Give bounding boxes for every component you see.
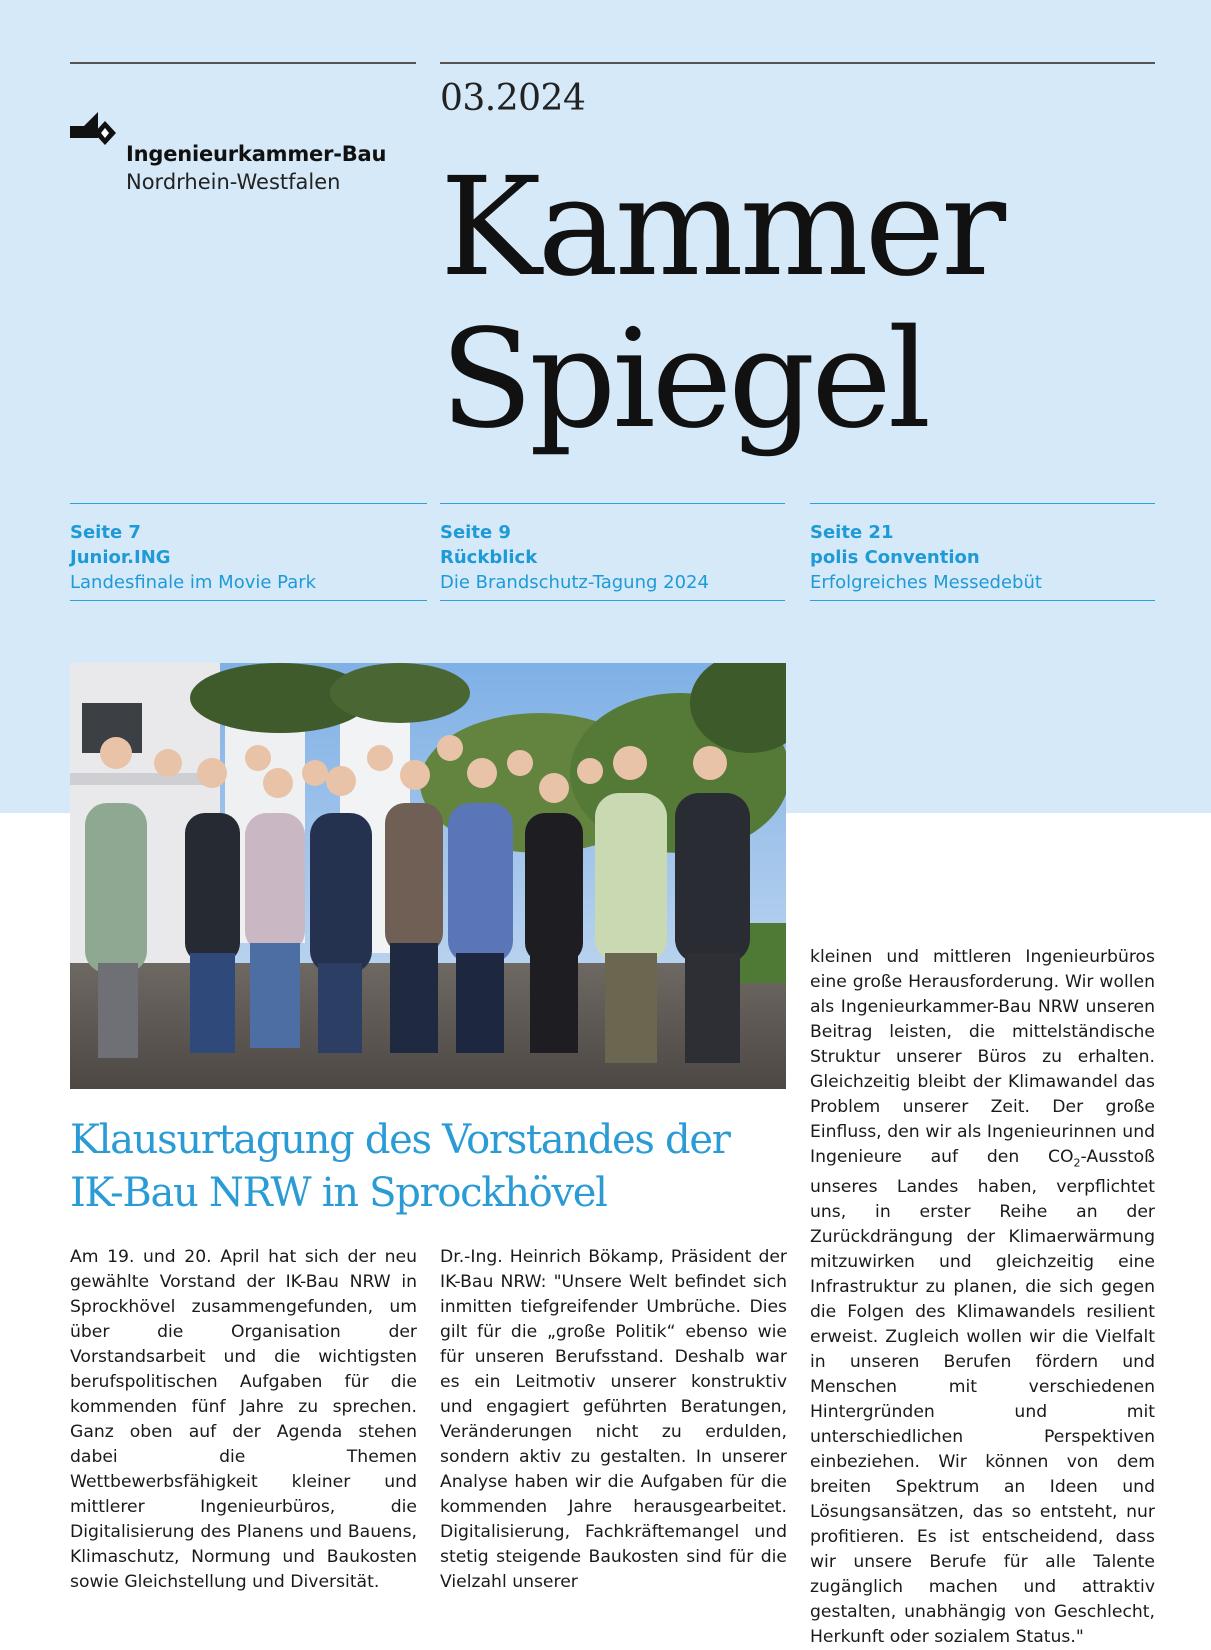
top-rule-right <box>440 62 1155 64</box>
magazine-title-line1: Kammer <box>440 149 1003 307</box>
teaser-page: Seite 9 <box>440 522 511 543</box>
org-name: Ingenieurkammer-Bau <box>126 142 387 166</box>
top-rule-left <box>70 62 416 64</box>
article-column-2: Dr.-Ing. Heinrich Bökamp, Präsident der IK-Bau NRW: "Unsere Welt befindet sich inmitten tiefgreifender Umbrüche. Dies gilt für die „große Politik“ ebenso wie für unseren Berufsstand. Deshalb war es ein Leitmotiv unserer konstruktiv und engagiert geführten Beratungen, Veränderungen nicht zu erdulden, sondern aktiv zu gestalten. In unserer Analyse haben wir die Aufgaben für die kommenden Jahre herausgearbeitet. Digitalisierung, Fachkräftemangel und stetig steigende Baukosten sind für die Vielzahl unserer <box>440 1247 787 1592</box>
teaser-subtitle: Erfolgreiches Messedebüt <box>810 572 1042 593</box>
teaser-title: polis Convention <box>810 547 980 568</box>
article-column-3 <box>810 945 1155 1650</box>
teaser-rueckblick[interactable] <box>440 503 785 601</box>
org-region: Nordrhein-Westfalen <box>126 170 341 194</box>
teaser-page: Seite 7 <box>70 522 141 543</box>
teaser-junior-ing[interactable] <box>70 503 427 601</box>
article-column-1: Am 19. und 20. April hat sich der neu gewählte Vorstand der IK-Bau NRW in Sprockhövel zusammengefunden, um über die Organisation der Vorstandsarbeit und die wichtigsten berufspolitischen Aufgaben für die kommenden fünf Jahre zu sprechen. Ganz oben auf der Agenda stehen dabei die Themen Wettbewerbsfähigkeit kleiner und mittlerer Ingenieurbüros, die Digitalisierung des Planens und Bauens, Klimaschutz, Normung und Baukosten sowie Gleichstellung und Diversität. <box>70 1247 417 1592</box>
teaser-polis-convention[interactable] <box>810 503 1155 601</box>
article-headline-line1: Klausurtagung des Vorstandes der <box>70 1117 730 1163</box>
magazine-title-line2: Spiegel <box>440 301 928 459</box>
teaser-title: Junior.ING <box>70 547 171 568</box>
ik-bau-logo-icon <box>70 112 122 148</box>
co2-subscript: 2 <box>1073 1156 1081 1170</box>
teaser-page: Seite 21 <box>810 522 894 543</box>
article-headline <box>70 1114 790 1220</box>
issue-number: 03.2024 <box>440 78 586 119</box>
teaser-subtitle: Landesfinale im Movie Park <box>70 572 317 593</box>
article-headline-line2: IK-Bau NRW in Sprockhövel <box>70 1170 607 1216</box>
teaser-subtitle: Die Brandschutz-Tagung 2024 <box>440 572 709 593</box>
board-group-photo <box>70 663 786 1089</box>
article-column-3-part2: -Ausstoß unseres Landes haben, verpflichtet uns, in erster Reihe an der Zurückdrängung der Klimaerwärmung mitzuwirken und gleichzeitig eine Infrastruktur zu planen, die sich gegen die Folgen des Klimawandels resilient erweist. Zugleich wollen wir die Vielfalt in unseren Berufen fördern und Menschen mit verschiedenen Hintergründen und mit unterschiedlichen Perspektiven einbeziehen. Wir können von dem breiten Spektrum an Ideen und Lösungsansätzen, das so entsteht, nur profitieren. Es ist entscheidend, dass wir unsere Berufe für alle Talente zugänglich machen und attraktiv gestalten, unabhängig von Geschlecht, Herkunft oder sozialem Status." <box>810 1147 1155 1648</box>
teaser-title: Rückblick <box>440 547 538 568</box>
article-column-3-part1: kleinen und mittleren Ingenieurbüros eine große Herausforderung. Wir wollen als Ingenieurkammer-Bau NRW unseren Beitrag leisten, die mittelständische Struktur unserer Büros zu erhalten. Gleichzeitig bleibt der Klimawandel das Problem unserer Zeit. Der große Einfluss, den wir als Ingenieurinnen und Ingenieure auf den CO <box>810 947 1155 1167</box>
